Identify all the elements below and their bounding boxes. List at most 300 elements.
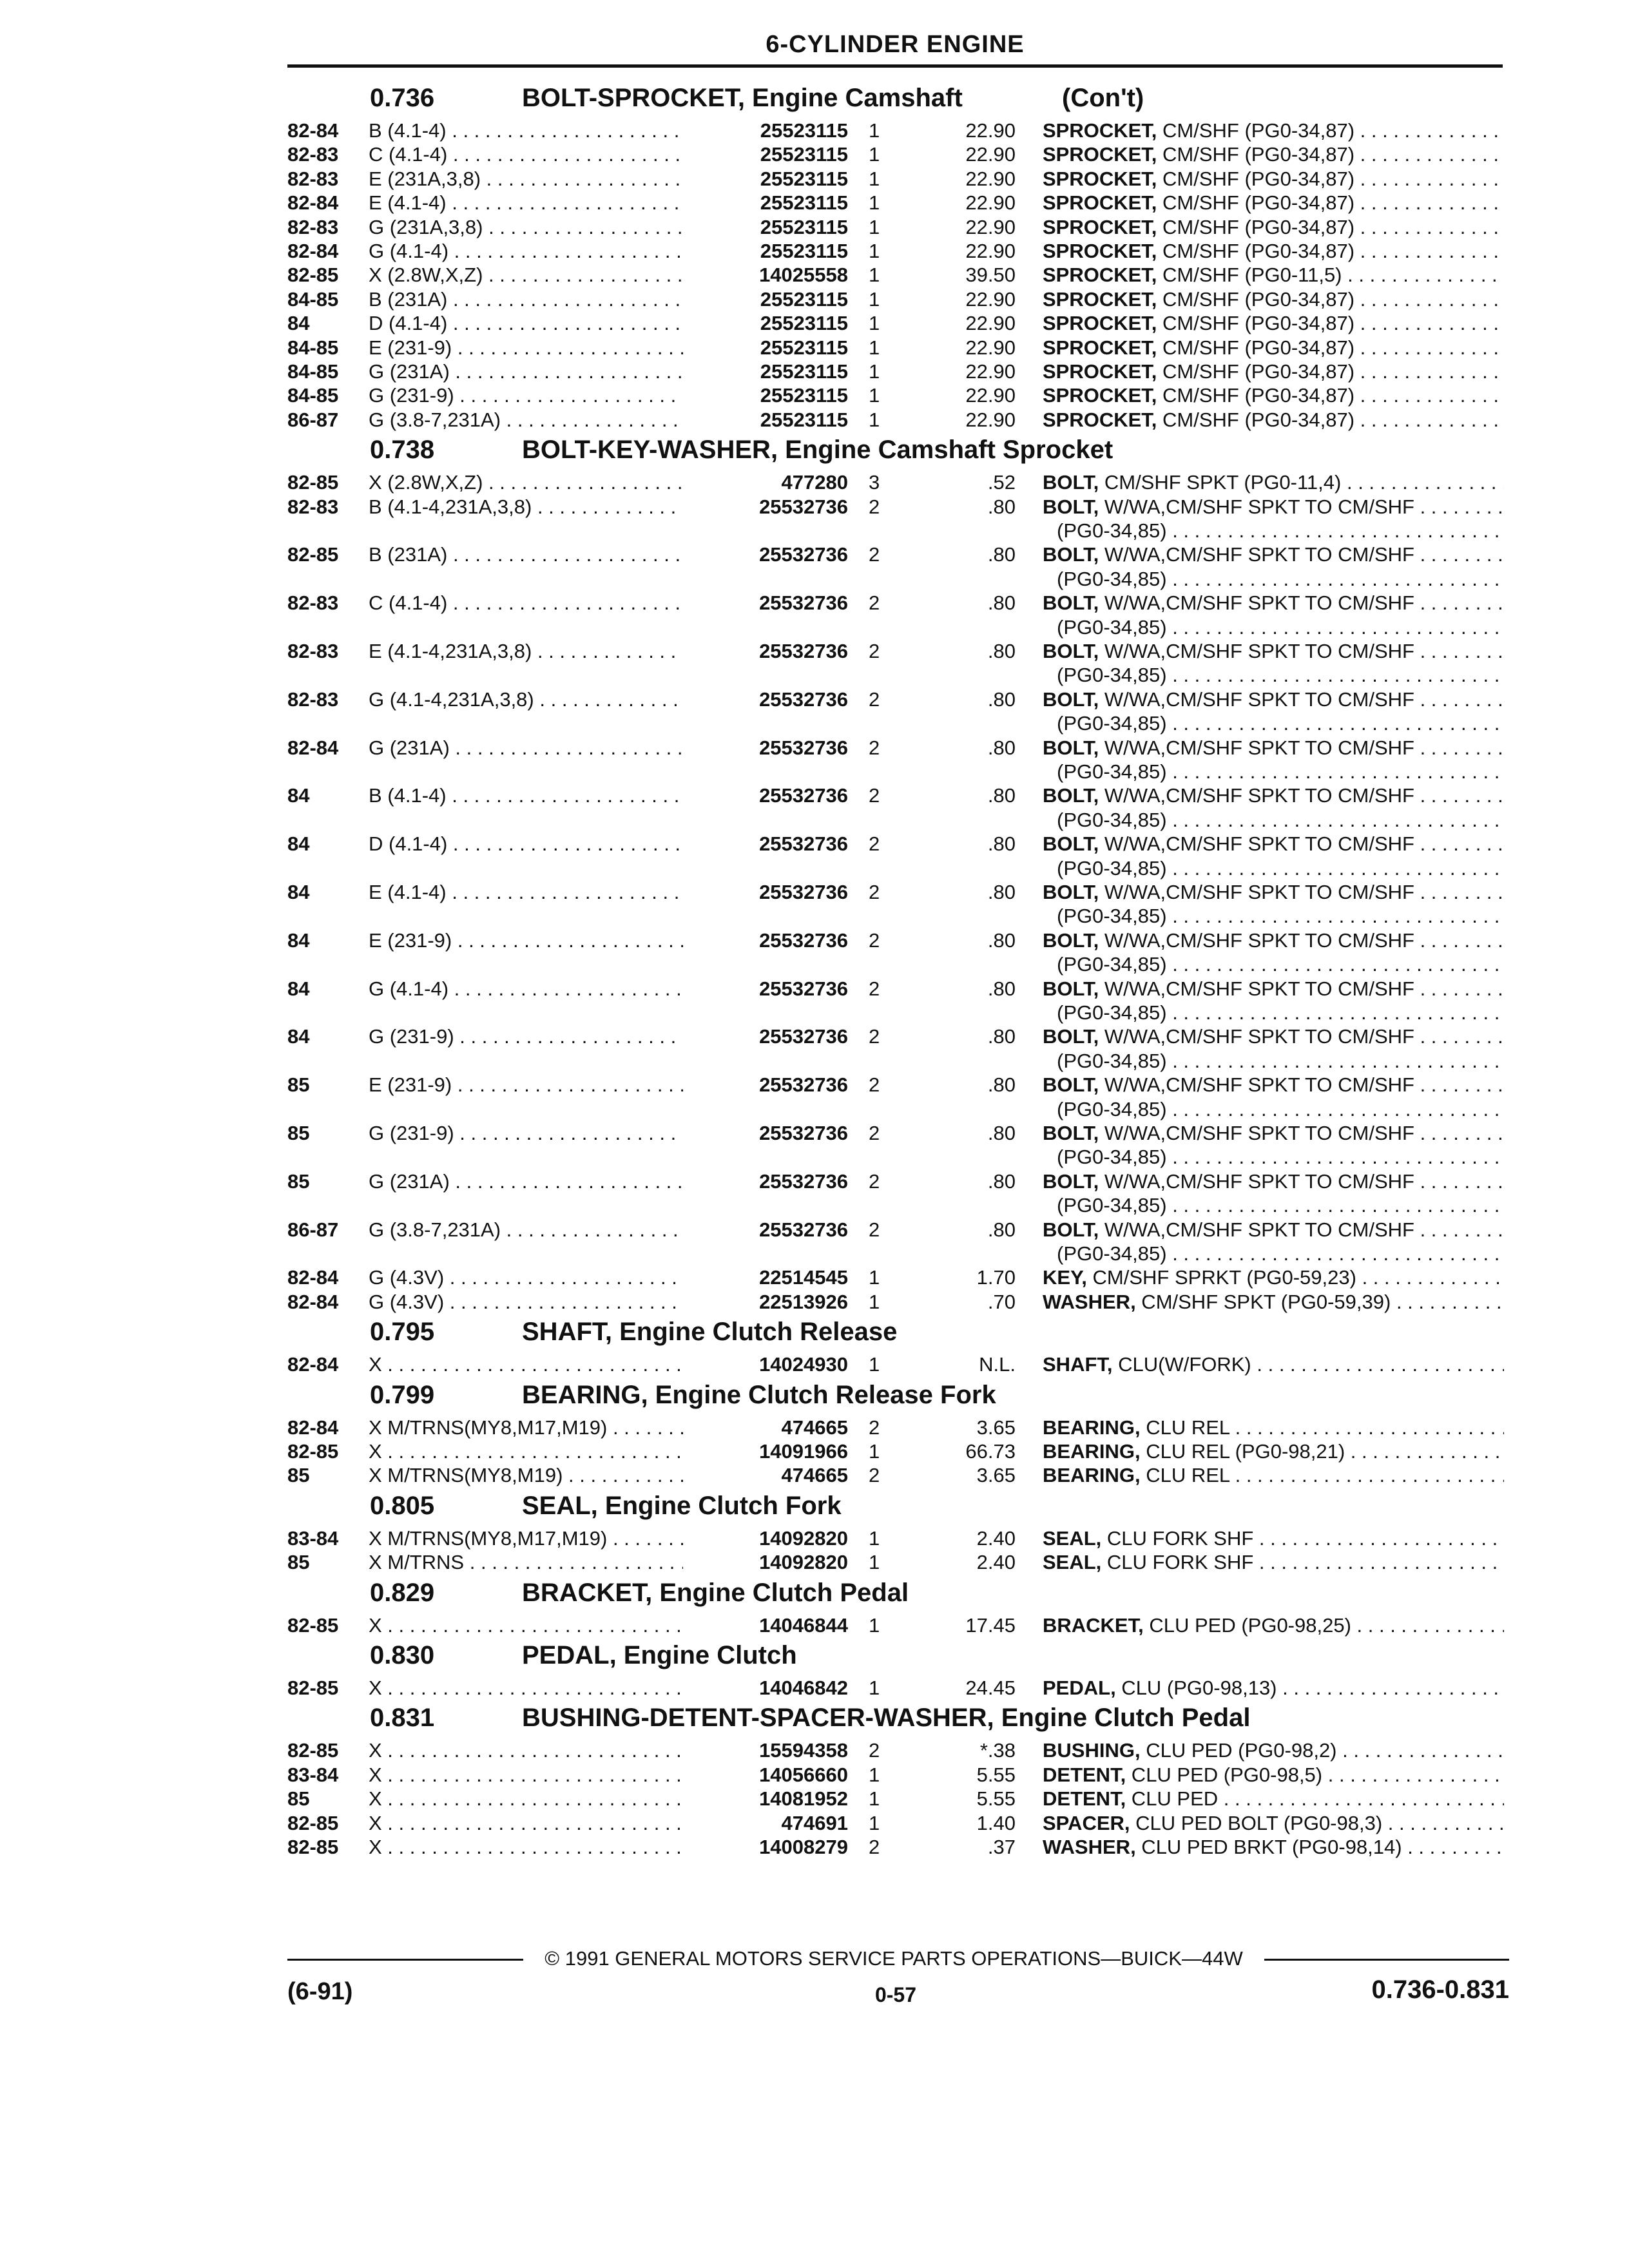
application: E (231-9) . . . [369,1073,717,1097]
description-continuation: (PG0-34,85) . . . [1057,663,1504,687]
application: G (3.8-7,231A) . . . [369,1218,717,1242]
list-price: 22.90 [965,384,1016,407]
part-row [0,832,1629,856]
part-row-continuation [0,1001,1629,1024]
model-years: 82-84 [287,1266,339,1289]
description-text: CM/SHF (PG0-34,87) [1157,312,1355,335]
part-name: SPROCKET, [1043,215,1157,238]
model-years: 82-83 [287,640,339,662]
part-description [1043,360,1504,383]
section-title: BEARING, Engine Clutch Release Fork [522,1380,996,1409]
quantity: 2 [869,1464,880,1487]
part-name: SPROCKET, [1043,191,1157,215]
list-price: .80 [987,736,1016,759]
part-row [0,977,1629,1001]
description-text: W/WA,CM/SHF SPKT TO CM/SHF [1099,543,1414,566]
application: E (4.1-4,231A,3,8) . . . [369,639,717,663]
model-years: 84 [287,881,310,903]
description-text: W/WA,CM/SHF SPKT TO CM/SHF [1099,928,1414,952]
part-name: BOLT, [1043,832,1099,856]
description-text: CM/SHF (PG0-34,87) [1157,191,1355,215]
part-name: BRACKET, [1043,1613,1144,1637]
application: X . . . [369,1613,717,1637]
part-name: BOLT, [1043,784,1099,807]
description-continuation: (PG0-34,85) . . . [1057,519,1504,543]
quantity: 2 [869,784,880,807]
list-price: 22.90 [965,119,1016,142]
description-continuation: (PG0-34,85) . . . [1057,711,1504,735]
model-years: 84 [287,784,310,807]
part-row [0,1550,1629,1574]
quantity: 1 [869,384,880,407]
part-row [0,1169,1629,1193]
application: X . . . [369,1676,717,1700]
part-description [1043,1811,1504,1835]
part-name: BOLT, [1043,495,1099,518]
description-text: CM/SHF (PG0-34,87) [1157,287,1355,311]
page-number: 0-57 [874,1983,917,2006]
part-name: KEY, [1043,1266,1087,1289]
part-row [0,1676,1629,1700]
part-name: DETENT, [1043,1787,1126,1811]
list-price: 22.90 [965,143,1016,166]
list-price: .80 [987,1218,1016,1241]
part-number: 14081952 [683,1787,848,1811]
description-text: CLU PED [1126,1787,1219,1811]
application: C (4.1-4) . . . [369,591,717,615]
part-description [1043,191,1504,215]
description-continuation: (PG0-34,85) . . . [1057,1145,1504,1169]
model-years: 85 [287,1787,310,1811]
part-name: BOLT, [1043,591,1099,615]
description-text: W/WA,CM/SHF SPKT TO CM/SHF [1099,687,1414,711]
part-description [1043,1439,1504,1463]
part-description [1043,215,1504,239]
quantity: 1 [869,312,880,335]
quantity: 1 [869,1353,880,1376]
part-description [1043,1218,1504,1242]
part-number: 25532736 [683,928,848,952]
footer-rule-right [1264,1959,1509,1961]
part-description [1043,1073,1504,1097]
model-years: 82-85 [287,543,339,566]
application: G (231A) . . . [369,736,717,760]
part-description [1043,239,1504,263]
part-description [1043,783,1504,807]
footer-range: 0.736-0.831 [1371,1975,1509,2004]
part-number: 14046842 [683,1676,848,1700]
list-price: .80 [987,784,1016,807]
application: X M/TRNS(MY8,M17,M19) . . . [369,1416,717,1439]
description-text: CLU(W/FORK) [1112,1353,1251,1376]
part-description [1043,142,1504,166]
model-years: 82-83 [287,687,339,711]
description-text: CLU REL (PG0-98,21) [1140,1440,1345,1463]
model-years: 82-85 [287,1739,339,1762]
description-continuation: (PG0-34,85) . . . [1057,1001,1504,1024]
part-row-continuation [0,952,1629,976]
list-price: 22.90 [965,360,1016,383]
part-number: 22514545 [683,1265,848,1289]
list-price: 66.73 [965,1440,1016,1463]
part-row [0,687,1629,711]
list-price: 24.45 [965,1677,1016,1699]
application: E (231A,3,8) . . . [369,167,717,191]
description-text: W/WA,CM/SHF SPKT TO CM/SHF [1099,1122,1414,1144]
part-row [0,215,1629,239]
description-text: CM/SHF (PG0-34,87) [1157,408,1355,431]
description-text: CLU PED BRKT (PG0-98,14) [1135,1836,1402,1858]
list-price: 5.55 [976,1763,1016,1786]
part-number: 25523115 [683,142,848,166]
part-description [1043,287,1504,311]
quantity: 2 [869,495,880,518]
description-text: CM/SHF SPKT (PG0-11,4) [1099,471,1342,494]
list-price: .80 [987,881,1016,903]
part-number: 14025558 [683,263,848,287]
part-row [0,1526,1629,1550]
description-text: CLU FORK SHF [1101,1526,1254,1550]
quantity: 2 [869,1739,880,1762]
application: G (231-9) . . . [369,1024,717,1048]
quantity: 1 [869,167,880,190]
part-row [0,1218,1629,1242]
quantity: 2 [869,1836,880,1858]
model-years: 84 [287,312,310,335]
description-text: CLU PED BOLT (PG0-98,3) [1130,1811,1383,1834]
part-row [0,736,1629,760]
section-title: BOLT-SPROCKET, Engine Camshaft [522,84,963,112]
quantity: 1 [869,215,880,238]
part-row [0,470,1629,494]
part-name: SHAFT, [1043,1353,1113,1376]
part-name: BOLT, [1043,736,1099,759]
part-row [0,287,1629,311]
part-number: 25523115 [683,311,848,335]
section-title: SEAL, Engine Clutch Fork [522,1491,842,1520]
section-number: 0.831 [370,1704,435,1733]
model-years: 83-84 [287,1763,339,1786]
application: G (231-9) . . . [369,383,717,407]
part-description [1043,1787,1504,1811]
part-name: BOLT, [1043,881,1099,903]
list-price: .80 [987,977,1016,1000]
part-number: 25532736 [683,977,848,1001]
part-row-continuation [0,711,1629,735]
part-row [0,1439,1629,1463]
application: B (231A) . . . [369,543,717,566]
part-row [0,1787,1629,1811]
part-row-continuation [0,904,1629,928]
part-name: BOLT, [1043,687,1099,711]
description-text: CM/SHF (PG0-34,87) [1157,143,1355,166]
description-text: CM/SHF SPKT (PG0-59,39) [1135,1290,1391,1313]
part-number: 14008279 [683,1835,848,1859]
application: E (4.1-4) . . . [369,880,717,904]
application: G (231A) . . . [369,1169,717,1193]
part-row [0,408,1629,432]
model-years: 82-85 [287,1836,339,1858]
part-number: 25523115 [683,215,848,239]
section-number: 0.799 [370,1380,435,1409]
part-number: 14091966 [683,1439,848,1463]
application: X . . . [369,1835,717,1859]
description-text: CLU REL [1140,1416,1229,1439]
part-description [1043,880,1504,904]
part-row [0,191,1629,215]
quantity: 2 [869,1218,880,1241]
part-row-continuation [0,1097,1629,1121]
application: G (3.8-7,231A) . . . [369,408,717,432]
quantity: 2 [869,1416,880,1439]
section-number: 0.830 [370,1641,435,1669]
part-row-continuation [0,1145,1629,1169]
part-row [0,639,1629,663]
application: G (4.1-4,231A,3,8) . . . [369,687,717,711]
part-name: BOLT, [1043,1025,1099,1048]
description-continuation: (PG0-34,85) . . . [1057,1193,1504,1217]
description-text: CLU PED (PG0-98,5) [1126,1763,1323,1786]
part-description [1043,1550,1504,1574]
list-price: 22.90 [965,240,1016,262]
application: X . . . [369,1787,717,1811]
part-number: 25532736 [683,591,848,615]
application: X M/TRNS(MY8,M17,M19) . . . [369,1526,717,1550]
model-years: 84 [287,1025,310,1048]
quantity: 2 [869,928,880,952]
part-name: BOLT, [1043,1122,1099,1144]
part-name: BOLT, [1043,640,1099,662]
part-description [1043,408,1504,432]
footer-rule-left [287,1959,523,1961]
description-text: W/WA,CM/SHF SPKT TO CM/SHF [1099,1073,1414,1097]
list-price: 22.90 [965,287,1016,311]
section-number: 0.736 [370,84,435,112]
list-price: .52 [987,471,1016,494]
part-description [1043,591,1504,615]
application: B (231A) . . . [369,287,717,311]
part-description [1043,639,1504,663]
description-continuation: (PG0-34,85) . . . [1057,952,1504,976]
part-row [0,928,1629,952]
part-number: 474665 [683,1416,848,1439]
quantity: 1 [869,408,880,431]
part-number: 25523115 [683,383,848,407]
application: G (4.3V) . . . [369,1290,717,1314]
model-years: 86-87 [287,1218,339,1241]
list-price: .80 [987,832,1016,856]
quantity: 1 [869,1787,880,1811]
model-years: 82-85 [287,1811,339,1834]
model-years: 84-85 [287,287,339,311]
part-name: BEARING, [1043,1440,1141,1463]
list-price: 1.70 [976,1266,1016,1289]
description-text: W/WA,CM/SHF SPKT TO CM/SHF [1099,784,1414,807]
quantity: 2 [869,1073,880,1097]
part-name: SEAL, [1043,1526,1102,1550]
part-description [1043,336,1504,360]
quantity: 1 [869,191,880,215]
description-continuation: (PG0-34,85) . . . [1057,567,1504,591]
part-row [0,263,1629,287]
part-row [0,1121,1629,1145]
model-years: 82-83 [287,215,339,238]
model-years: 84 [287,832,310,856]
part-name: SPROCKET, [1043,119,1157,142]
description-text: CM/SHF (PG0-34,87) [1157,360,1355,383]
list-price: 22.90 [965,215,1016,238]
application: E (231-9) . . . [369,928,717,952]
quantity: 2 [869,736,880,759]
part-number: 474691 [683,1811,848,1835]
part-name: SPROCKET, [1043,143,1157,166]
part-description [1043,1526,1504,1550]
description-text: CM/SHF (PG0-34,87) [1157,240,1355,262]
part-row-continuation [0,663,1629,687]
part-number: 474665 [683,1463,848,1487]
part-description [1043,1169,1504,1193]
model-years: 82-83 [287,143,339,166]
section-title: PEDAL, Engine Clutch [522,1641,797,1669]
part-name: BEARING, [1043,1416,1141,1439]
quantity: 2 [869,1122,880,1144]
part-number: 25532736 [683,1169,848,1193]
part-row [0,1024,1629,1048]
list-price: 22.90 [965,191,1016,215]
model-years: 82-85 [287,1613,339,1637]
section-number: 0.805 [370,1491,435,1520]
quantity: 2 [869,832,880,856]
description-text: W/WA,CM/SHF SPKT TO CM/SHF [1099,1169,1414,1193]
part-row [0,1613,1629,1637]
part-name: WASHER, [1043,1290,1136,1313]
part-row-continuation [0,519,1629,543]
quantity: 1 [869,360,880,383]
part-name: BUSHING, [1043,1739,1141,1762]
description-text: CLU PED (PG0-98,25) [1143,1613,1351,1637]
list-price: 3.65 [976,1416,1016,1439]
application: X . . . [369,1352,717,1376]
description-text: W/WA,CM/SHF SPKT TO CM/SHF [1099,881,1414,903]
model-years: 82-84 [287,736,339,759]
list-price: .80 [987,1073,1016,1097]
part-row [0,167,1629,191]
model-years: 84-85 [287,360,339,383]
part-number: 25523115 [683,119,848,142]
part-name: SPROCKET, [1043,312,1157,335]
part-description [1043,928,1504,952]
model-years: 82-85 [287,264,339,287]
list-price: .37 [987,1836,1016,1858]
section-number: 0.738 [370,436,435,465]
part-number: 25532736 [683,832,848,856]
list-price: 22.90 [965,336,1016,359]
list-price: .80 [987,1169,1016,1193]
application: G (231A,3,8) . . . [369,215,717,239]
part-row [0,336,1629,360]
part-row-continuation [0,760,1629,783]
part-name: SPROCKET, [1043,408,1157,431]
part-row [0,591,1629,615]
section-number: 0.829 [370,1578,435,1607]
list-price: .80 [987,543,1016,566]
list-price: .80 [987,495,1016,518]
list-price: 3.65 [976,1464,1016,1487]
list-price: 22.90 [965,167,1016,190]
part-number: 14056660 [683,1763,848,1787]
page-header: 6-CYLINDER ENGINE [766,31,1025,58]
part-description [1043,977,1504,1001]
part-number: 15594358 [683,1738,848,1762]
quantity: 1 [869,1677,880,1699]
description-text: CLU PED (PG0-98,2) [1140,1739,1337,1762]
quantity: 1 [869,1613,880,1637]
part-number: 25532736 [683,639,848,663]
section-title: BUSHING-DETENT-SPACER-WASHER, Engine Clutch Pedal [522,1704,1251,1733]
description-continuation: (PG0-34,85) . . . [1057,615,1504,639]
part-number: 22513926 [683,1290,848,1314]
description-continuation: (PG0-34,85) . . . [1057,1242,1504,1265]
description-text: W/WA,CM/SHF SPKT TO CM/SHF [1099,495,1414,518]
description-text: W/WA,CM/SHF SPKT TO CM/SHF [1099,1025,1414,1048]
list-price: .70 [987,1290,1016,1313]
part-number: 14024930 [683,1352,848,1376]
model-years: 85 [287,1122,310,1144]
part-number: 25532736 [683,736,848,760]
part-description [1043,1290,1504,1314]
application: X (2.8W,X,Z) . . . [369,263,717,287]
part-description [1043,495,1504,519]
quantity: 1 [869,264,880,287]
part-name: SPROCKET, [1043,384,1157,407]
part-row-continuation [0,567,1629,591]
model-years: 85 [287,1169,310,1193]
application: G (231A) . . . [369,360,717,383]
part-description [1043,1265,1504,1289]
part-name: BOLT, [1043,1073,1099,1097]
model-years: 82-85 [287,471,339,494]
part-description [1043,736,1504,760]
part-name: SEAL, [1043,1551,1102,1574]
part-description [1043,1613,1504,1637]
section-continued: (Con't) [1062,84,1144,112]
quantity: 1 [869,1266,880,1289]
part-row [0,880,1629,904]
model-years: 85 [287,1551,310,1574]
model-years: 82-83 [287,167,339,190]
list-price: 1.40 [976,1811,1016,1834]
application: C (4.1-4) . . . [369,142,717,166]
description-continuation: (PG0-34,85) . . . [1057,1049,1504,1073]
part-description [1043,1024,1504,1048]
part-row-continuation [0,615,1629,639]
model-years: 82-84 [287,240,339,262]
part-number: 25523115 [683,360,848,383]
quantity: 1 [869,336,880,359]
description-text: CM/SHF (PG0-34,87) [1157,119,1355,142]
list-price: *.38 [979,1739,1016,1762]
part-name: BOLT, [1043,977,1099,1000]
quantity: 2 [869,687,880,711]
application: B (4.1-4,231A,3,8) . . . [369,495,717,519]
part-row-continuation [0,856,1629,880]
part-row [0,1738,1629,1762]
list-price: .80 [987,687,1016,711]
footer-date: (6-91) [287,1978,353,2005]
part-description [1043,263,1504,287]
list-price: N.L. [979,1353,1016,1376]
application: D (4.1-4) . . . [369,832,717,856]
